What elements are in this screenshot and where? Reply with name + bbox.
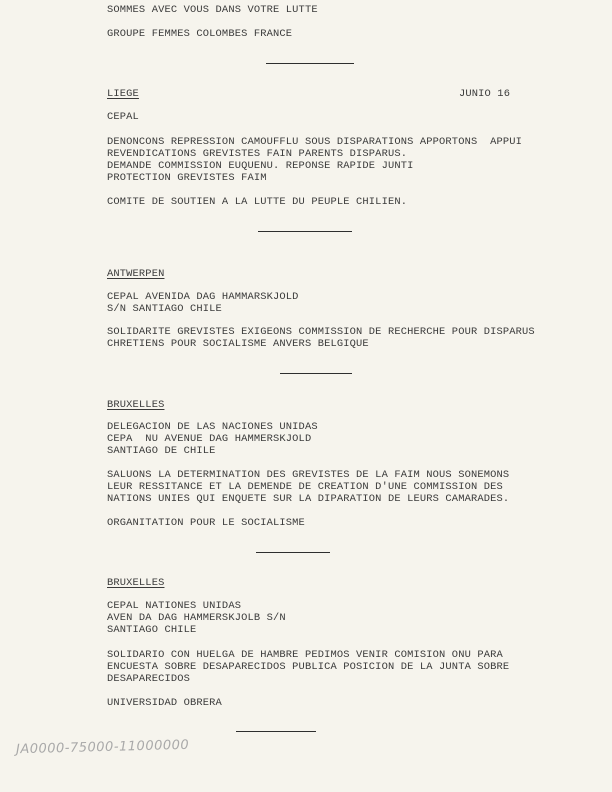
city-heading-bruxelles: BRUXELLES xyxy=(107,399,165,411)
message-line: SALUONS LA DETERMINATION DES GREVISTES DE LA FAIM NOUS SONEMONS xyxy=(107,469,510,481)
message-line: SOLIDARITE GREVISTES EXIGEONS COMMISSION DE RECHERCHE POUR DISPARUS xyxy=(107,326,535,338)
recipient-line: CEPA NU AVENUE DAG HAMMERSKJOLD xyxy=(107,433,312,445)
message-line: DESAPARECIDOS xyxy=(107,673,191,685)
recipient-line: AVEN DA DAG HAMMERSKJOLB S/N xyxy=(107,612,286,624)
message-signature: ORGANITATION POUR LE SOCIALISME xyxy=(107,517,305,529)
date-label: JUNIO 16 xyxy=(459,88,511,100)
message-line: ENCUESTA SOBRE DESAPARECIDOS PUBLICA POSICION DE LA JUNTA SOBRE xyxy=(107,661,510,673)
message-line: DEMANDE COMMISSION EUQUENU. REPONSE RAPIDE JUNTI xyxy=(107,160,414,172)
sender-signature: GROUPE FEMMES COLOMBES FRANCE xyxy=(107,28,293,40)
closing-line: SOMMES AVEC VOUS DANS VOTRE LUTTE xyxy=(107,4,318,16)
message-line: REVENDICATIONS GREVISTES FAIN PARENTS DISPARUS. xyxy=(107,148,408,160)
message-line: SOLIDARIO CON HUELGA DE HAMBRE PEDIMOS VENIR COMISION ONU PARA xyxy=(107,649,503,661)
recipient-line: S/N SANTIAGO CHILE xyxy=(107,303,222,315)
message-line: DENONCONS REPRESSION CAMOUFFLU SOUS DISPARATIONS APPORTONS APPUI xyxy=(107,136,523,148)
archive-stamp: JA0000-75000-11000000 xyxy=(15,737,190,758)
message-signature: UNIVERSIDAD OBRERA xyxy=(107,697,222,709)
section-divider xyxy=(256,552,330,553)
recipient-line: CEPAL NATIONES UNIDAS xyxy=(107,600,242,612)
city-heading-liege: LIEGE xyxy=(107,88,139,100)
message-line: CHRETIENS POUR SOCIALISME ANVERS BELGIQUE xyxy=(107,338,369,350)
recipient-line: DELEGACION DE LAS NACIONES UNIDAS xyxy=(107,421,318,433)
message-line: PROTECTION GREVISTES FAIM xyxy=(107,172,267,184)
recipient-line: CEPAL AVENIDA DAG HAMMARSKJOLD xyxy=(107,291,299,303)
section-divider xyxy=(266,63,354,64)
section-divider xyxy=(236,731,316,732)
city-heading-bruxelles: BRUXELLES xyxy=(107,577,165,589)
section-divider xyxy=(258,231,352,232)
message-signature: COMITE DE SOUTIEN A LA LUTTE DU PEUPLE CHILIEN. xyxy=(107,196,408,208)
message-line: LEUR RESSITANCE ET LA DEMENDE DE CREATION D'UNE COMMISSION DES xyxy=(107,481,503,493)
recipient-line: SANTIAGO DE CHILE xyxy=(107,445,216,457)
recipient-line: SANTIAGO CHILE xyxy=(107,624,197,636)
recipient-line: CEPAL xyxy=(107,111,139,123)
city-heading-antwerpen: ANTWERPEN xyxy=(107,268,165,280)
message-line: NATIONS UNIES QUI ENQUETE SUR LA DIPARATION DE LEURS CAMARADES. xyxy=(107,493,510,505)
section-divider xyxy=(280,373,352,374)
